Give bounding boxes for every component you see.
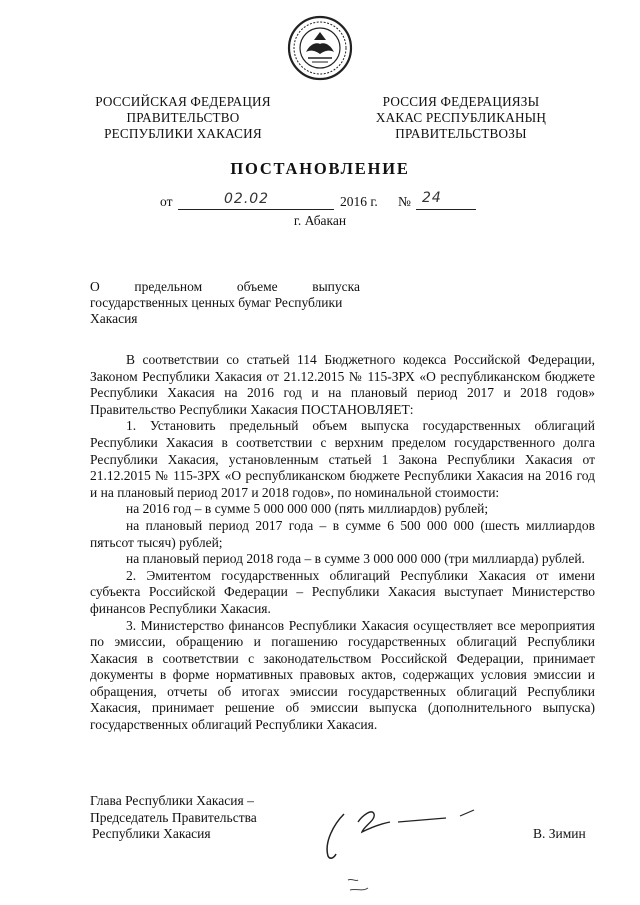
- signatory-title-line-1: Глава Республики Хакасия –: [90, 793, 254, 808]
- subject-line-3: Хакасия: [90, 311, 138, 327]
- header-right-line-3: ПРАВИТЕЛЬСТВОЗЫ: [395, 126, 527, 141]
- document-title: ПОСТАНОВЛЕНИЕ: [230, 159, 410, 178]
- header-left-block: [90, 94, 276, 142]
- document-subject: [90, 279, 360, 328]
- signatory-title-line-3: Республики Хакасия: [92, 826, 211, 841]
- date-year: 2016 г.: [340, 194, 378, 209]
- header-left-line-2: ПРАВИТЕЛЬСТВО: [126, 110, 240, 125]
- subject-line-1: О предельном объеме выпуска: [90, 279, 360, 294]
- body-paragraph-5: на плановый период 2018 года – в сумме 3 000 000 000 (три миллиарда) рублей.: [126, 551, 585, 567]
- header-right-line-2: ХАКАС РЕСПУБЛИКАНЫҢ: [375, 110, 547, 125]
- number-sign: №: [398, 194, 411, 209]
- date-number-line: [160, 190, 490, 214]
- signatory-title: [90, 793, 257, 843]
- subject-line-2: государственных ценных бумаг Республики: [90, 295, 343, 311]
- header-left-line-1: РОССИЙСКАЯ ФЕДЕРАЦИЯ: [95, 94, 271, 109]
- header-left-line-3: РЕСПУБЛИКИ ХАКАСИЯ: [104, 126, 262, 141]
- city-line: г. Абакан: [293, 213, 347, 228]
- body-paragraph-1: В соответствии со статьей 114 Бюджетного кодекса Российской Федерации, Законом Республики Хакасия от 21.12.2015 № 115-ЗРХ «О республиканском бюджете Республики Хакасия на 2016 год и на плановый период 2017 и 2018 годов» Правительство Республики Хакасия ПОСТАНОВЛЯЕТ:: [90, 352, 595, 417]
- signatory-title-line-2: Председатель Правительства: [90, 809, 257, 825]
- handwritten-signature: [318, 802, 478, 864]
- date-underline: [178, 209, 334, 210]
- handwritten-number: 24: [422, 190, 442, 206]
- number-underline: [416, 209, 476, 210]
- republic-emblem-icon: [286, 14, 354, 82]
- signatory-name: В. Зимин: [533, 826, 586, 841]
- body-paragraph-7: 3. Министерство финансов Республики Хакасия осуществляет все мероприятия по эмиссии, обращению и погашению государственных облигаций Республики Хакасия в соответствии с законодательством Российской Федерации, принимает документы в форме нормативных правовых актов, содержащих условия эмиссии и обращения, отчеты об итогах эмиссии государственных облигаций Республики Хакасия, принимает решение об эмиссии выпуска (дополнительного выпуска) государственных облигаций Республики Хакасия.: [90, 617, 595, 733]
- body-paragraph-4: на плановый период 2017 года – в сумме 6 500 000 000 (шесть миллиардов пятьсот тысяч) рублей;: [90, 517, 595, 550]
- approval-mark-icon: [346, 876, 370, 894]
- document-body: [90, 352, 595, 734]
- date-prefix: от: [160, 194, 173, 209]
- body-paragraph-2: 1. Установить предельный объем выпуска государственных облигаций Республики Хакасия в соответствии с верхним пределом государственного долга Республики Хакасия, установленным статьей 1 Закона Республики Хакасия от 21.12.2015 № 115-ЗРХ «О республиканском бюджете Республики Хакасия на 2016 год и на плановый период 2017 и 2018 годов», по номинальной стоимости:: [90, 418, 595, 500]
- header-right-line-1: РОССИЯ ФЕДЕРАЦИЯЗЫ: [382, 94, 540, 109]
- handwritten-date: 02.02: [224, 191, 270, 207]
- header-right-block: [368, 94, 554, 142]
- body-paragraph-3: на 2016 год – в сумме 5 000 000 000 (пять миллиардов) рублей;: [126, 501, 489, 517]
- body-paragraph-6: 2. Эмитентом государственных облигаций Республики Хакасия от имени субъекта Российской Федерации – Республики Хакасия выступает Министерство финансов Республики Хакасия.: [90, 567, 595, 616]
